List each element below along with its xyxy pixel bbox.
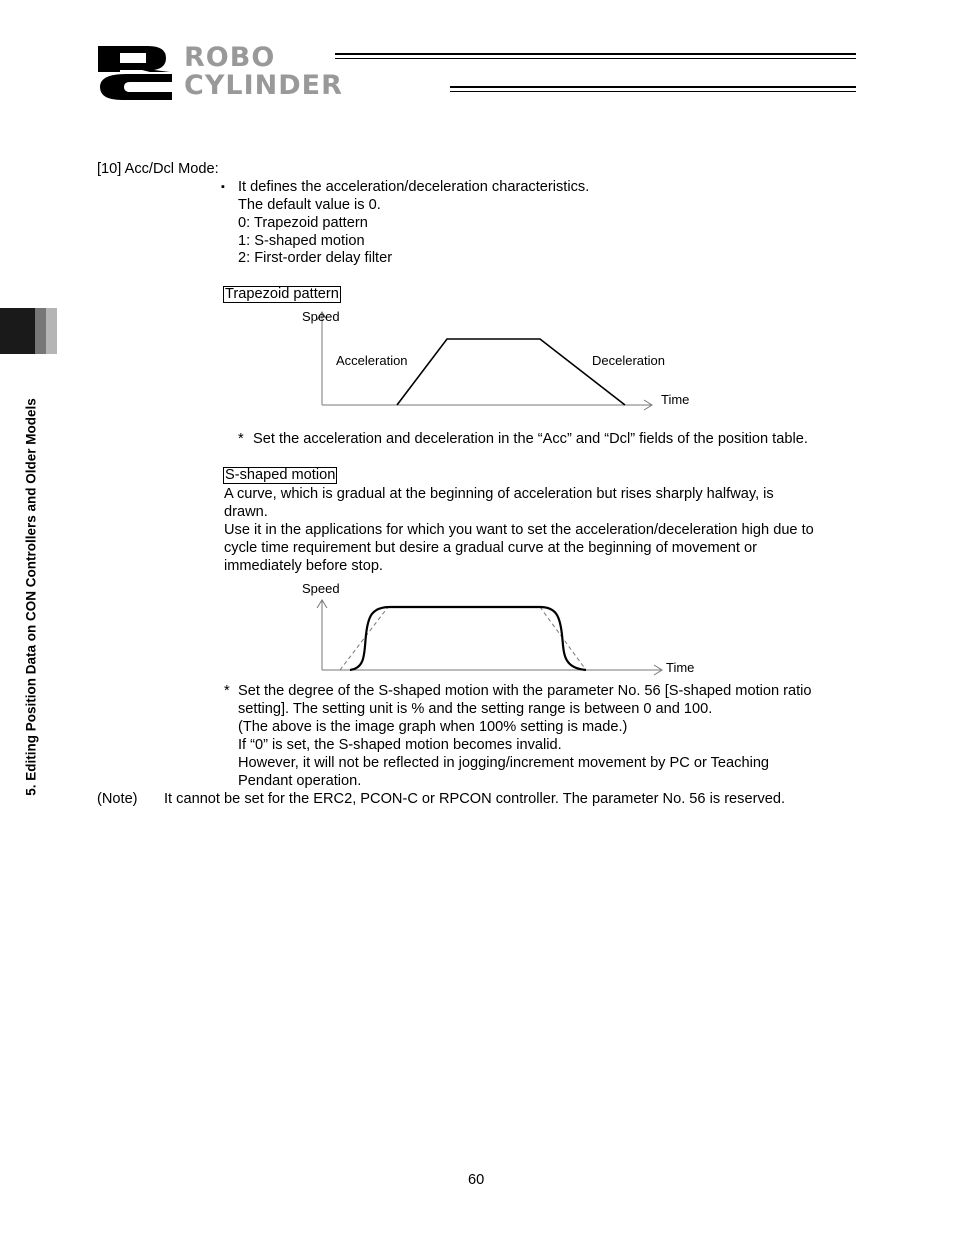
section-line-5: 2: First-order delay filter [238, 250, 393, 266]
bullet-marker: ▪ [221, 181, 225, 193]
rc-logo-icon [96, 44, 180, 100]
side-tab-light [46, 308, 57, 354]
sshape-diagram [300, 590, 690, 680]
sshape-para-3: Use it in the applications for which you want to set the acceleration/deceleration high due to [224, 522, 814, 538]
sshape-para-4: cycle time requirement but desire a gradual curve at the beginning of movement or [224, 540, 757, 556]
trapezoid-acc-label: Acceleration [336, 353, 408, 368]
logo-word-cylinder: CYLINDER [184, 70, 343, 101]
section-line-1: It defines the acceleration/deceleration characteristics. [238, 179, 590, 195]
section-line-4: 1: S-shaped motion [238, 233, 365, 249]
sshape-note-5: However, it will not be reflected in jogging/increment movement by PC or Teaching [238, 755, 770, 771]
sshape-note-2: setting]. The setting unit is % and the setting range is between 0 and 100. [238, 701, 713, 717]
note-text: It cannot be set for the ERC2, PCON-C or RPCON controller. The parameter No. 56 is reserved. [164, 791, 786, 807]
header-rule-top [335, 53, 856, 55]
sshape-axis-y-label: Speed [302, 581, 340, 596]
logo-word-robo: ROBO [184, 42, 276, 73]
trapezoid-axis-x-label: Time [661, 392, 690, 407]
sshape-reference-trapezoid [340, 607, 586, 670]
sshape-note-4: If “0” is set, the S-shaped motion becomes invalid. [238, 737, 562, 753]
trapezoid-dcl-label: Deceleration [592, 353, 665, 368]
sshape-heading: S-shaped motion [225, 467, 336, 483]
sshape-para-5: immediately before stop. [224, 558, 383, 574]
trapezoid-heading: Trapezoid pattern [225, 286, 339, 302]
header [0, 0, 954, 110]
chapter-label: 5. Editing Position Data on CON Controllers and Older Models [23, 398, 39, 796]
section-line-2: The default value is 0. [238, 197, 381, 213]
note-label: (Note) [97, 791, 138, 807]
header-rule-bottom-thin [450, 91, 856, 92]
side-tab [0, 308, 57, 354]
sshape-para-2: drawn. [224, 504, 268, 520]
sshape-note-3: (The above is the image graph when 100% setting is made.) [238, 719, 628, 735]
sshape-curve [350, 607, 586, 670]
sshape-note-6: Pendant operation. [238, 773, 362, 789]
sshape-axis-x-label: Time [666, 660, 695, 675]
trapezoid-note-star: * [238, 431, 244, 447]
sshape-note-1: Set the degree of the S-shaped motion with the parameter No. 56 [S-shaped motion ratio [238, 683, 812, 699]
header-rule-top-thin [335, 58, 856, 59]
section-title: [10] Acc/Dcl Mode: [97, 161, 219, 177]
trapezoid-note: Set the acceleration and deceleration in the “Acc” and “Dcl” fields of the position table. [253, 431, 808, 447]
side-tab-dark [0, 308, 35, 354]
trapezoid-curve [397, 339, 625, 405]
page-number: 60 [468, 1172, 485, 1188]
section-line-3: 0: Trapezoid pattern [238, 215, 368, 231]
sshape-para-1: A curve, which is gradual at the beginning of acceleration but rises sharply halfway, is [224, 486, 774, 502]
side-tab-mid [35, 308, 46, 354]
header-rule-bottom [450, 86, 856, 88]
sshape-note-star: * [224, 683, 230, 699]
trapezoid-axis-y-label: Speed [302, 309, 340, 324]
